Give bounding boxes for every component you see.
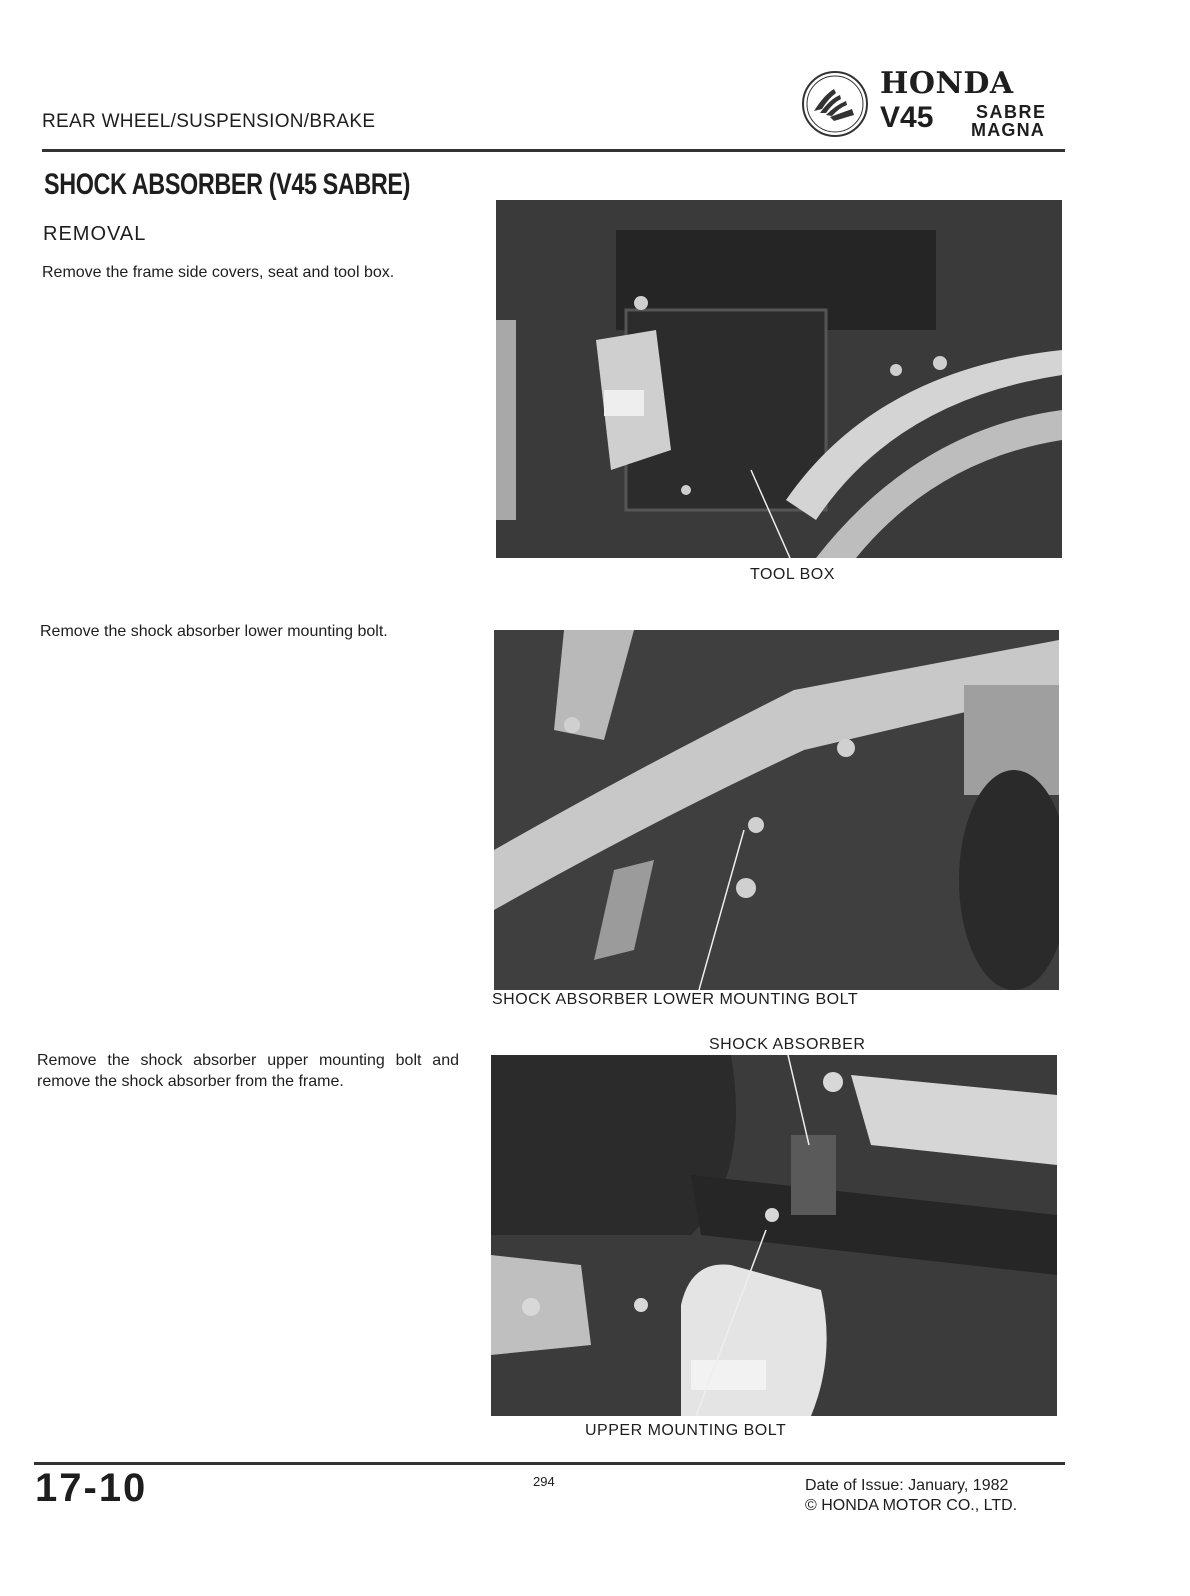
- model-magna: MAGNA: [971, 120, 1045, 140]
- step-3-text: Remove the shock absorber upper mounting bolt and remove the shock absorber from the frame.: [37, 1052, 459, 1090]
- issue-info: [805, 1476, 1017, 1516]
- section-title: REAR WHEEL/SUSPENSION/BRAKE: [42, 111, 376, 132]
- callout-upper-mounting-bolt: UPPER MOUNTING BOLT: [585, 1422, 787, 1439]
- photo-upper-mounting-bolt: [491, 1055, 1057, 1416]
- model-v45: V45: [880, 101, 934, 134]
- model-sabre: SABRE: [976, 102, 1047, 122]
- sequence-number: 294: [533, 1474, 555, 1489]
- header-rule: [42, 149, 1065, 152]
- callout-lower-mounting-bolt: SHOCK ABSORBER LOWER MOUNTING BOLT: [492, 991, 859, 1008]
- step-1-text: Remove the frame side covers, seat and tool box.: [42, 264, 395, 281]
- callout-tool-box: TOOL BOX: [750, 566, 835, 583]
- footer-rule: [34, 1462, 1065, 1465]
- issue-date: Date of Issue: January, 1982: [805, 1477, 1009, 1494]
- callout-shock-absorber: SHOCK ABSORBER: [709, 1036, 866, 1053]
- page-heading: SHOCK ABSORBER (V45 SABRE): [44, 168, 411, 201]
- photo-lower-mounting-bolt: [494, 630, 1059, 990]
- step-2-text: Remove the shock absorber lower mounting bolt.: [40, 623, 388, 640]
- subheading-removal: REMOVAL: [43, 223, 147, 245]
- copyright: © HONDA MOTOR CO., LTD.: [805, 1497, 1018, 1514]
- page-number: 17-10: [35, 1466, 148, 1510]
- brand-name: HONDA: [880, 66, 1014, 101]
- honda-wing-icon: [800, 69, 870, 139]
- photo-tool-box: [496, 200, 1062, 558]
